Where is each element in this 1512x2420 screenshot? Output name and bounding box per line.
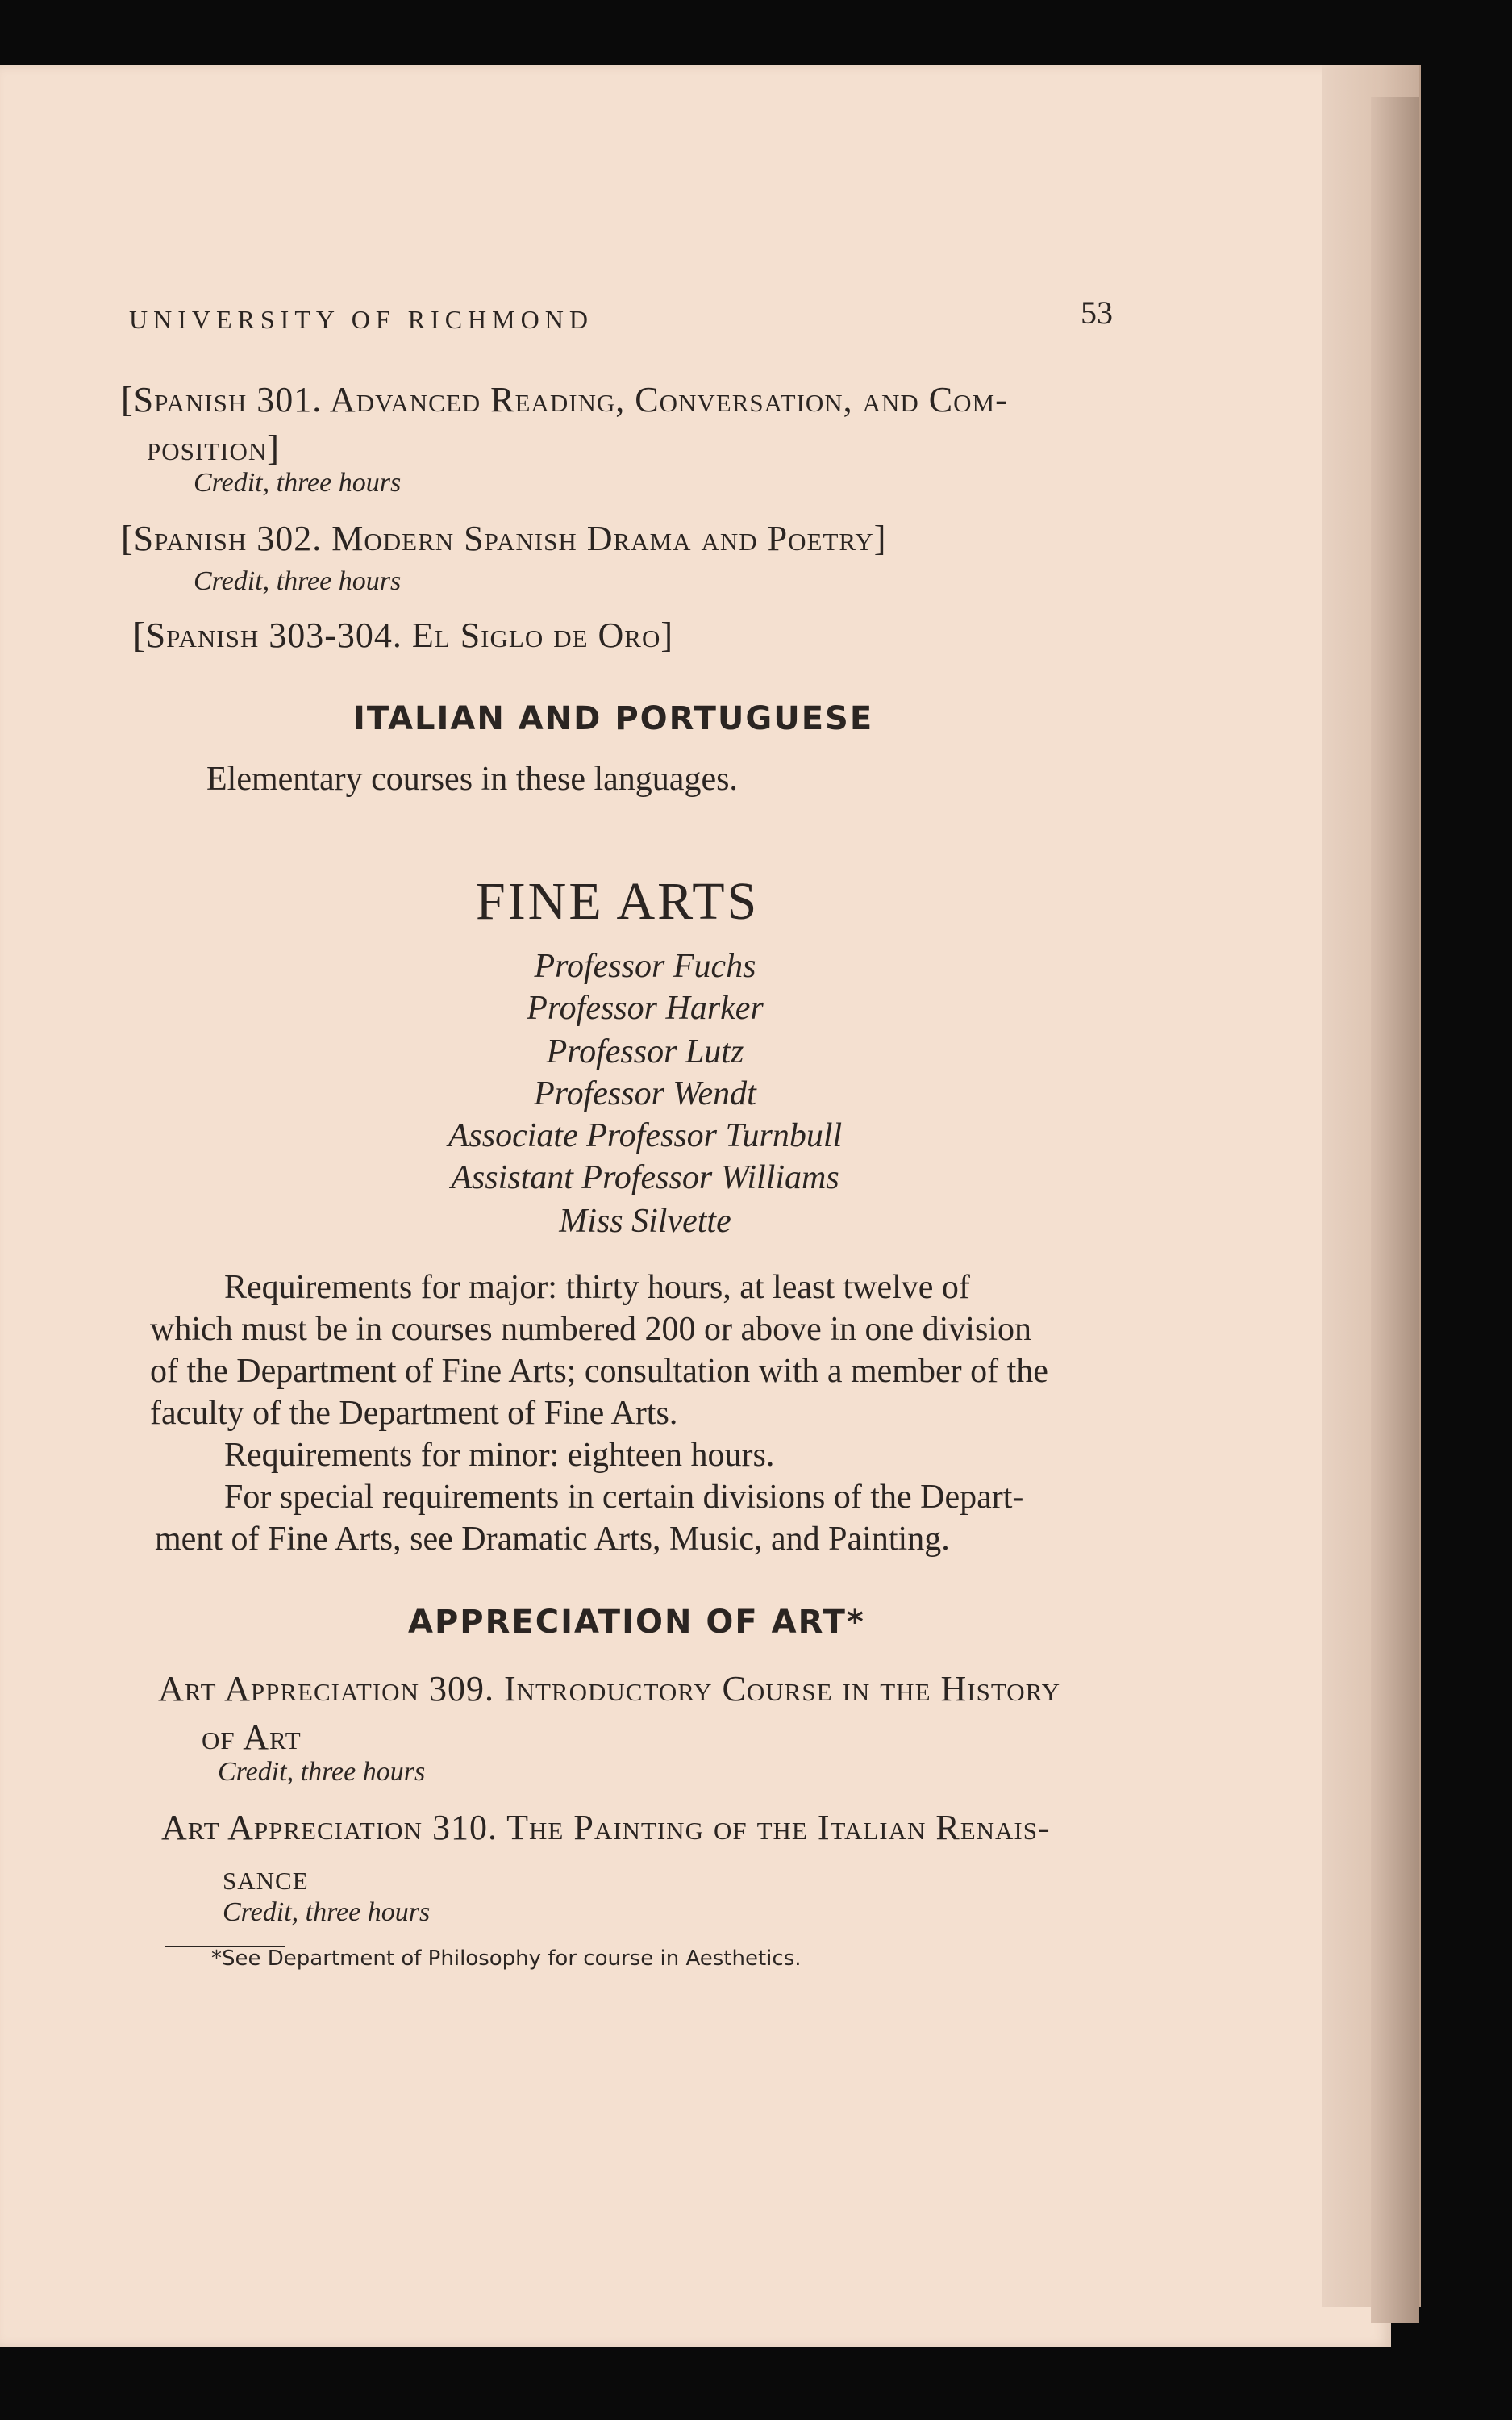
requirements-paragraph-line: Requirements for major: thirty hours, at least twelve of xyxy=(224,1269,970,1306)
course-art-310-title-cont: sance xyxy=(223,1858,309,1897)
page-edge-shadow xyxy=(1371,97,1419,2323)
faculty-member: Miss Silvette xyxy=(559,1203,731,1240)
requirements-minor-line: Requirements for minor: eighteen hours. xyxy=(224,1437,775,1474)
special-requirements-line: ment of Fine Arts, see Dramatic Arts, Music, and Painting. xyxy=(155,1521,950,1558)
course-spanish-301-title: [Spanish 301. Advanced Reading, Conversation, and Com- xyxy=(121,380,1008,419)
requirements-paragraph-line: which must be in courses numbered 200 or above in one division xyxy=(150,1311,1031,1348)
section-heading-italian-portuguese: ITALIAN AND PORTUGUESE xyxy=(353,700,874,737)
requirements-paragraph-line: faculty of the Department of Fine Arts. xyxy=(150,1395,678,1432)
course-art-309-credit: Credit, three hours xyxy=(218,1757,426,1787)
requirements-paragraph-line: of the Department of Fine Arts; consultation with a member of the xyxy=(150,1353,1048,1390)
course-spanish-301-title-cont: position] xyxy=(147,428,280,468)
course-spanish-303-304-title: [Spanish 303-304. El Siglo de Oro] xyxy=(133,615,674,655)
faculty-member: Professor Lutz xyxy=(546,1033,744,1070)
course-spanish-302-title: [Spanish 302. Modern Spanish Drama and Poetry] xyxy=(121,519,887,558)
faculty-member: Associate Professor Turnbull xyxy=(448,1117,843,1154)
section-heading-appreciation-of-art: APPRECIATION OF ART* xyxy=(408,1604,865,1641)
course-art-310-credit: Credit, three hours xyxy=(223,1897,431,1927)
course-spanish-301-credit: Credit, three hours xyxy=(194,468,402,498)
faculty-member: Professor Wendt xyxy=(534,1075,756,1112)
department-title: FINE ARTS xyxy=(476,872,760,931)
course-art-309-title: Art Appreciation 309. Introductory Course in the History xyxy=(158,1669,1060,1709)
faculty-member: Professor Harker xyxy=(527,990,764,1027)
faculty-member: Assistant Professor Williams xyxy=(451,1159,839,1196)
footnote: *See Department of Philosophy for course in Aesthetics. xyxy=(211,1946,802,1971)
course-art-310-title: Art Appreciation 310. The Painting of the Italian Renais- xyxy=(161,1808,1051,1847)
italian-portuguese-text: Elementary courses in these languages. xyxy=(206,761,738,798)
page-number: 53 xyxy=(1081,294,1113,331)
special-requirements-line: For special requirements in certain divisions of the Depart- xyxy=(224,1479,1024,1516)
faculty-member: Professor Fuchs xyxy=(534,948,756,985)
course-spanish-302-credit: Credit, three hours xyxy=(194,566,402,596)
running-head: UNIVERSITY OF RICHMOND xyxy=(129,305,594,334)
course-art-309-title-cont: of Art xyxy=(202,1717,302,1757)
